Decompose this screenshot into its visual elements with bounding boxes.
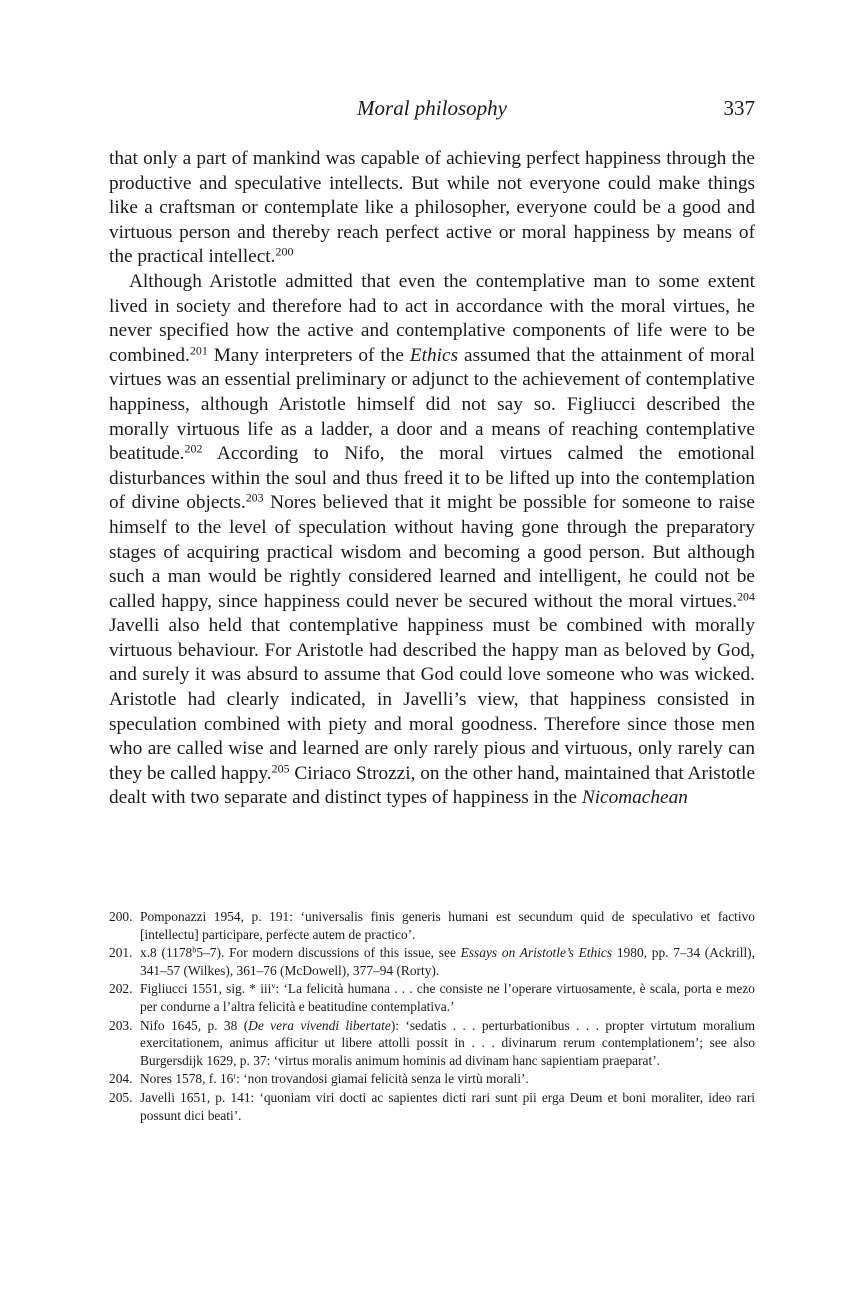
footnotes xyxy=(109,908,755,1125)
footnote-203 xyxy=(109,1017,755,1070)
footnote-number: 200. xyxy=(109,909,133,924)
superscript: v xyxy=(271,981,276,991)
footnote-201 xyxy=(109,944,755,979)
paragraph-1 xyxy=(109,147,755,270)
footnote-text-run: Nores 1578, f. 16 xyxy=(140,1071,234,1087)
footnote-204 xyxy=(109,1070,755,1088)
footnote-205 xyxy=(109,1089,755,1124)
footnote-text-run: 1980, pp. 7–34 (Ackrill), 341–57 (Wilkes), 361–76 (McDowell), 377–94 (Rorty). xyxy=(140,945,755,978)
footnote-text-run: Pomponazzi 1954, p. 191: ‘universalis finis generis humani est secundum quid de speculativo et factivo [intellectu] participare, perfecte autem de practico’. xyxy=(140,909,755,942)
main-text xyxy=(109,147,755,811)
footnote-202 xyxy=(109,980,755,1015)
footnote-text-run: ): ‘sedatis . . . perturbationibus . . . propter virtutum moralium exercitationem, animus afficitur ut libere attolli possit in . . . divinarum rerum contemplationem’; see also Burgersdijk 1629, p. 37: ‘virtus moralis animum hominis ad divinam hanc sapientiam praeparat’. xyxy=(140,1017,755,1068)
footnote-ref-203: 203 xyxy=(245,490,264,505)
footnote-text xyxy=(140,1017,755,1070)
footnote-number: 201. xyxy=(109,945,133,961)
paragraph-2-text: According to Nifo, the moral virtues calmed the emotional disturbances within the soul and thus freed it to be lifted up into the contemplation of divine objects. xyxy=(109,443,755,514)
paragraph-2-text: Javelli also held that contemplative happiness must be combined with morally virtuous behaviour. For Aristotle had described the happy man as beloved by God, and surely it was absurd to assume that God could love someone who was wicked. Aristotle had clearly indicated, in Javelli’s view, that happiness consisted in speculation combined with piety and moral goodness. Therefore since those men who are called wise and learned are only rarely pious and virtuous, only rarely can they be called happy. xyxy=(109,615,755,784)
superscript: r xyxy=(233,1071,237,1081)
footnote-200 xyxy=(109,908,755,943)
footnote-number: 204. xyxy=(109,1071,133,1087)
paragraph-2 xyxy=(109,270,755,811)
paragraph-2-text: Although Aristotle admitted that even the contemplative man to some extent lived in society and therefore had to act in accordance with the moral virtues, he never specified how the active and contemplative components of life were to be combined. xyxy=(109,270,755,366)
footnote-text xyxy=(140,1089,755,1124)
footnote-ref-201: 201 xyxy=(189,343,208,358)
footnote-text-run: : ‘La felicità humana . . . che consiste ne l’operare virtuosamente, è scala, porta e mezo per condurne a l’altra felicità e beatitudine contemplativa.’ xyxy=(140,981,755,1014)
work-title: De vera vivendi libertate xyxy=(248,1017,391,1033)
footnote-text xyxy=(140,944,755,979)
paragraph-2-text: Nores believed that it might be possible for someone to raise himself to the level of speculation without having gone through the preparatory stages of acquiring practical wisdom and becoming a good person. But although such a man would be rightly considered learned and intelligent, he could not be called happy, since happiness could never be secured without the moral virtues. xyxy=(109,492,755,612)
footnote-text-run: 5–7). For modern discussions of this issue, see xyxy=(196,945,461,961)
footnote-text-run: x.8 (1178 xyxy=(140,945,193,961)
footnote-text xyxy=(140,1070,755,1088)
footnote-number: 202. xyxy=(109,981,133,997)
page-header xyxy=(109,94,755,124)
running-title: Moral philosophy xyxy=(357,96,507,120)
page-number: 337 xyxy=(723,96,755,120)
paragraph-2-text: assumed that the attainment of moral virtues was an essential preliminary or adjunct to the achievement of contemplative happiness, although Aristotle himself did not say so. Figliucci described the morally virtuous life as a ladder, a door and a means of reaching contemplative beatitude. xyxy=(109,344,755,465)
footnote-number: 205. xyxy=(109,1089,133,1105)
footnote-ref-200: 200 xyxy=(275,244,294,259)
work-title: Nicomachean xyxy=(581,787,688,809)
work-title: Ethics xyxy=(409,344,459,366)
superscript: b xyxy=(192,945,197,955)
footnote-text-run: Figliucci 1551, sig. * iii xyxy=(140,981,272,997)
footnote-text xyxy=(140,980,755,1015)
footnote-ref-205: 205 xyxy=(271,761,290,776)
footnote-text-run: : ‘non trovandosi giamai felicità senza le virtù morali’. xyxy=(236,1071,529,1087)
footnote-ref-202: 202 xyxy=(184,441,203,456)
paragraph-2-text: Ciriaco Strozzi, on the other hand, maintained that Aristotle dealt with two separate and distinct types of happiness in the xyxy=(109,762,756,809)
work-title: Essays on Aristotle’s Ethics xyxy=(460,945,613,961)
footnote-number: 203. xyxy=(109,1017,133,1033)
footnote-text-run: Nifo 1645, p. 38 ( xyxy=(140,1017,249,1033)
paragraph-1-text: that only a part of mankind was capable of achieving perfect happiness through the productive and speculative intellects. But while not everyone could make things like a craftsman or contemplate like a philosopher, everyone could be a good and virtuous person and thereby reach perfect active or moral happiness by means of the practical intellect. xyxy=(109,148,755,268)
footnote-ref-204: 204 xyxy=(737,589,755,604)
footnote-text-run: Javelli 1651, p. 141: ‘quoniam viri docti ac sapientes dicti rari sunt pii erga Deum et boni moraliter, ideo rari possunt dici beati’. xyxy=(140,1089,755,1123)
footnote-text xyxy=(140,908,755,943)
paragraph-2-text: Many interpreters of the xyxy=(207,344,410,366)
